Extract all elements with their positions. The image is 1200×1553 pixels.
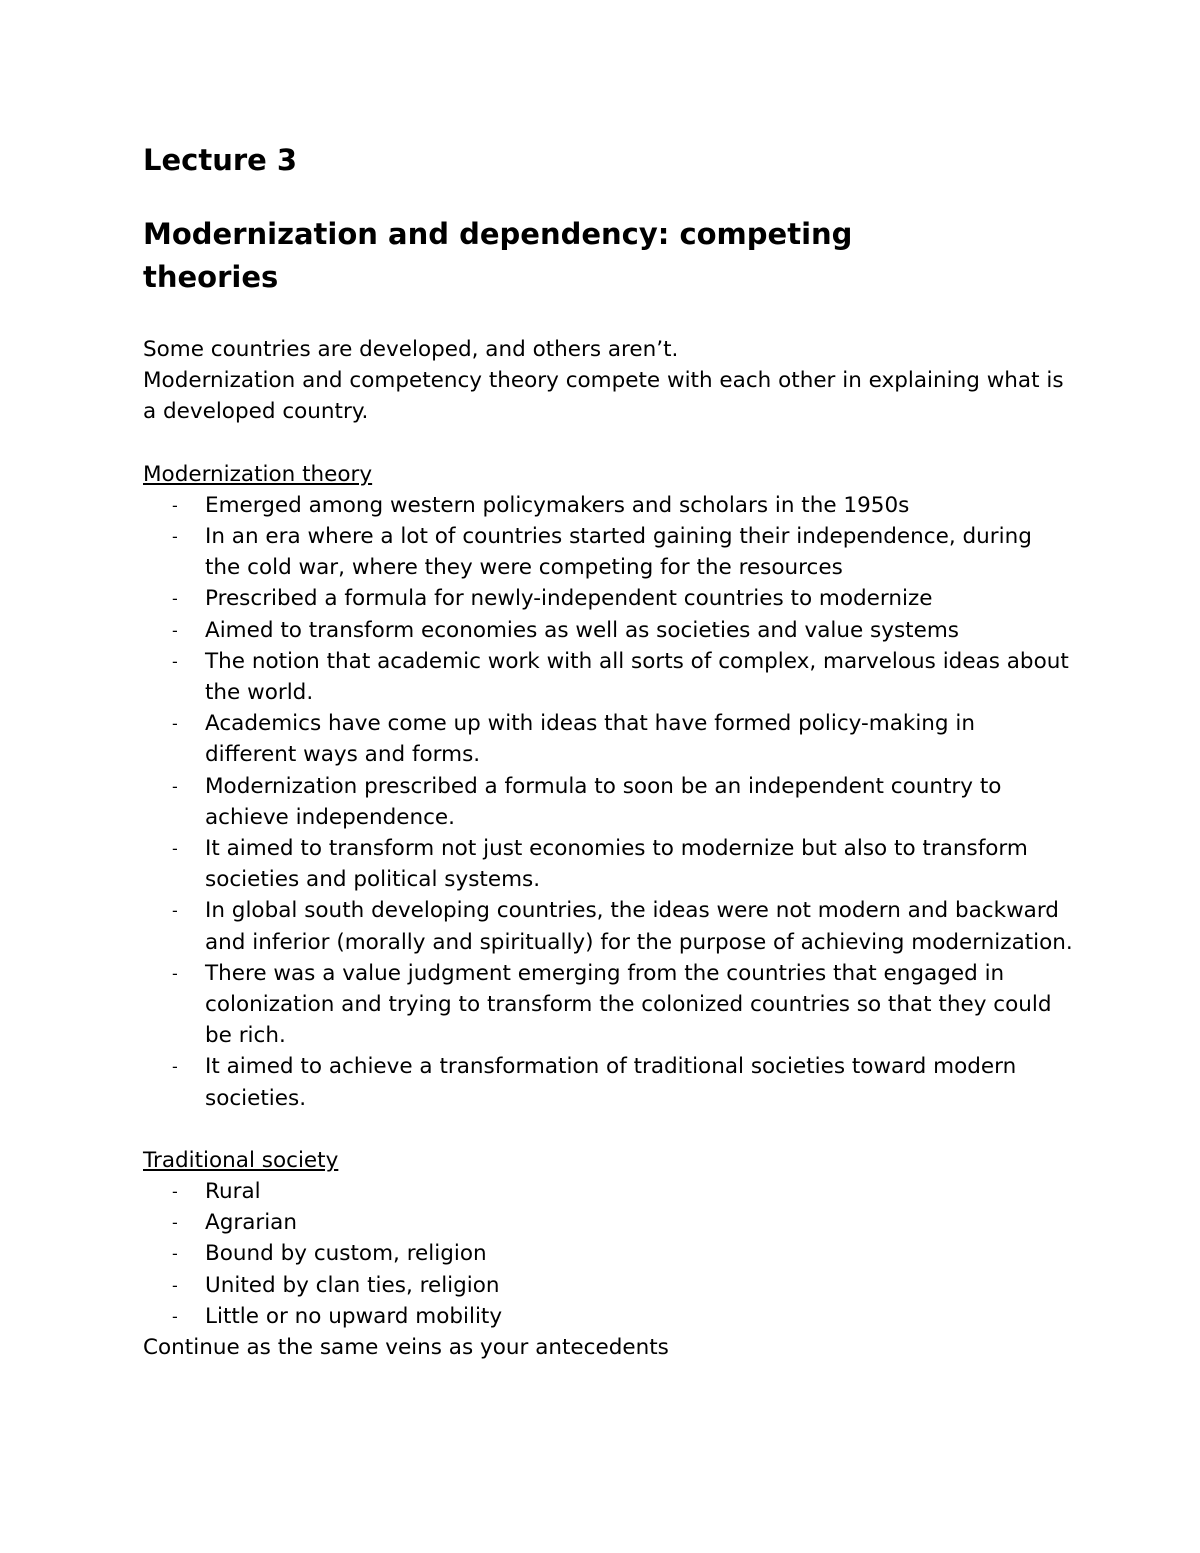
list-item: - It aimed to transform not just economies to modernize but also to transform societies and political systems. [205,833,1073,895]
list-item: - The notion that academic work with all sorts of complex, marvelous ideas about the world. [205,646,1073,708]
intro-line: Modernization and competency theory compete with each other in explaining what is a developed country. [143,368,1064,425]
bullet-dash: - [172,620,178,640]
intro-line: Some countries are developed, and others aren’t. [143,337,679,362]
bullet-dash: - [172,776,178,796]
list-item: - In global south developing countries, the ideas were not modern and backward and inferior (morally and spiritually) for the purpose of achieving modernization. [205,895,1073,957]
bullet-dash: - [172,651,178,671]
list-item: - Aimed to transform economies as well as societies and value systems [205,615,1073,646]
list-item: - Little or no upward mobility [205,1301,1073,1332]
bullet-dash: - [172,1182,178,1202]
lecture-number: Lecture 3 [143,143,298,177]
bullet-dash: - [172,527,178,547]
modernization-theory-list [143,490,1073,1114]
closing-line: Continue as the same veins as your antecedents [143,1335,669,1361]
list-item: - In an era where a lot of countries started gaining their independence, during the cold war, where they were competing for the resources [205,521,1073,583]
bullet-dash: - [172,495,178,515]
list-item: - It aimed to achieve a transformation of traditional societies toward modern societies. [205,1051,1073,1113]
document-title: Modernization and dependency: competing theories [143,217,853,294]
list-item: - Bound by custom, religion [205,1238,1073,1269]
bullet-dash: - [172,589,178,609]
bullet-dash: - [172,901,178,921]
intro-paragraphs [143,334,1073,428]
bullet-dash: - [172,963,178,983]
list-item: - Rural [205,1176,1073,1207]
list-item: - There was a value judgment emerging from the countries that engaged in colonization and trying to transform the colonized countries so that they could be rich. [205,958,1073,1052]
bullet-dash: - [172,1244,178,1264]
section-heading-traditional-society: Traditional society [143,1147,339,1173]
list-item: - Emerged among western policymakers and scholars in the 1950s [205,490,1073,521]
list-item: - Modernization prescribed a formula to soon be an independent country to achieve independence. [205,771,1073,833]
list-item: - Prescribed a formula for newly-independent countries to modernize [205,583,1073,614]
document-page [143,138,1073,1363]
traditional-society-list [143,1176,1073,1332]
bullet-dash: - [172,1057,178,1077]
list-item: - United by clan ties, religion [205,1270,1073,1301]
bullet-dash: - [172,1306,178,1326]
bullet-dash: - [172,714,178,734]
list-item: - Academics have come up with ideas that have formed policy-making in different ways and forms. [205,708,1073,770]
bullet-dash: - [172,839,178,859]
bullet-dash: - [172,1213,178,1233]
list-item: - Agrarian [205,1207,1073,1238]
section-heading-modernization-theory: Modernization theory [143,461,373,487]
bullet-dash: - [172,1275,178,1295]
